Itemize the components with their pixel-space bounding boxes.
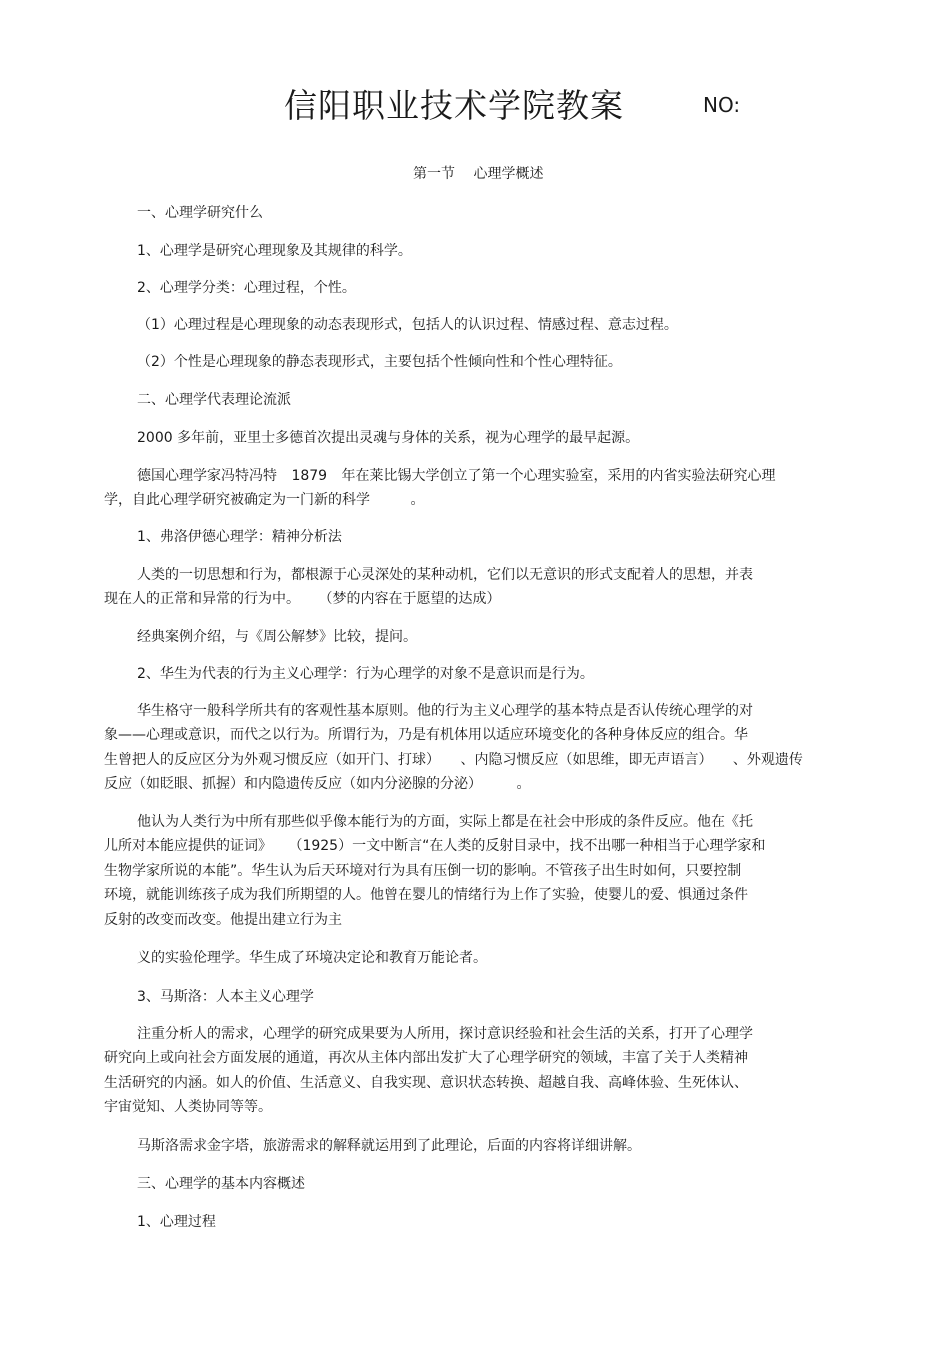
- document-number-label: NO:: [703, 93, 741, 117]
- heading-line: 1、心理过程: [137, 1214, 216, 1230]
- body-line: 2、心理学分类：心理过程，个性。: [137, 280, 356, 296]
- body-line: 生曾把人的反应区分为外观习惯反应（如开门、打球） 、内隐习惯反应（如思维，即无声语言） 、外观遗传: [104, 752, 803, 768]
- body-line: 儿所对本能应提供的证词》 （1925）一文中断言“在人类的反射目录中，找不出哪一种相当于心理学家和: [104, 838, 766, 854]
- document-title: 信阳职业技术学院教案: [284, 86, 624, 125]
- body-line: 现在人的正常和异常的行为中。 （梦的内容在于愿望的达成）: [104, 591, 501, 607]
- body-line: 人类的一切思想和行为，都根源于心灵深处的某种动机，它们以无意识的形式支配着人的思想，并表: [137, 567, 753, 583]
- body-line: 反应（如眨眼、抓握）和内隐遗传反应（如内分泌腺的分泌） 。: [104, 776, 531, 792]
- heading-line: 一、心理学研究什么: [137, 205, 263, 221]
- body-line: 2000 多年前，亚里士多德首次提出灵魂与身体的关系，视为心理学的最早起源。: [137, 430, 640, 446]
- body-line: （2）个性是心理现象的静态表现形式，主要包括个性倾向性和个性心理特征。: [137, 354, 622, 370]
- heading-line: 二、心理学代表理论流派: [137, 392, 291, 408]
- body-line: 学，自此心理学研究被确定为一门新的科学 。: [104, 492, 425, 508]
- heading-line: 三、心理学的基本内容概述: [137, 1176, 305, 1192]
- body-line: 华生格守一般科学所共有的客观性基本原则。他的行为主义心理学的基本特点是否认传统心理学的对: [137, 703, 753, 719]
- body-line: 宇宙觉知、人类协同等等。: [104, 1099, 272, 1115]
- heading-line: 3、马斯洛：人本主义心理学: [137, 989, 314, 1005]
- body-line: 马斯洛需求金字塔，旅游需求的解释就运用到了此理论，后面的内容将详细讲解。: [137, 1138, 641, 1154]
- body-line: 象——心理或意识，而代之以行为。所谓行为，乃是有机体用以适应环境变化的各种身体反应的组合。华: [104, 727, 748, 743]
- body-line: 生活研究的内涵。如人的价值、生活意义、自我实现、意识状态转换、超越自我、高峰体验、生死体认、: [104, 1075, 748, 1091]
- heading-line: 1、弗洛伊德心理学：精神分析法: [137, 529, 342, 545]
- body-line: 他认为人类行为中所有那些似乎像本能行为的方面，实际上都是在社会中形成的条件反应。他在《托: [137, 814, 753, 830]
- body-line: 义的实验伦理学。华生成了环境决定论和教育万能论者。: [137, 950, 487, 966]
- body-line: 环境，就能训练孩子成为我们所期望的人。他曾在婴儿的情绪行为上作了实验，使婴儿的爱、惧通过条件: [104, 887, 748, 903]
- body-line: 1、心理学是研究心理现象及其规律的科学。: [137, 243, 412, 259]
- body-line: 注重分析人的需求，心理学的研究成果要为人所用，探讨意识经验和社会生活的关系，打开了心理学: [137, 1026, 753, 1042]
- body-line: 生物学家所说的本能”。华生认为后天环境对行为具有压倒一切的影响。不管孩子出生时如何，只要控制: [104, 863, 742, 879]
- body-line: 德国心理学家冯特冯特 1879 年在莱比锡大学创立了第一个心理实验室，采用的内省实验法研究心理: [137, 468, 776, 484]
- body-line: （1）心理过程是心理现象的动态表现形式，包括人的认识过程、情感过程、意志过程。: [137, 317, 678, 333]
- body-line: 研究向上或向社会方面发展的通道，再次从主体内部出发扩大了心理学研究的领域，丰富了关于人类精神: [104, 1050, 748, 1066]
- body-line: 反射的改变而改变。他提出建立行为主: [104, 912, 342, 928]
- section-title: 第一节 心理学概述: [413, 166, 544, 182]
- heading-line: 2、华生为代表的行为主义心理学：行为心理学的对象不是意识而是行为。: [137, 666, 594, 682]
- body-line: 经典案例介绍，与《周公解梦》比较，提问。: [137, 629, 417, 645]
